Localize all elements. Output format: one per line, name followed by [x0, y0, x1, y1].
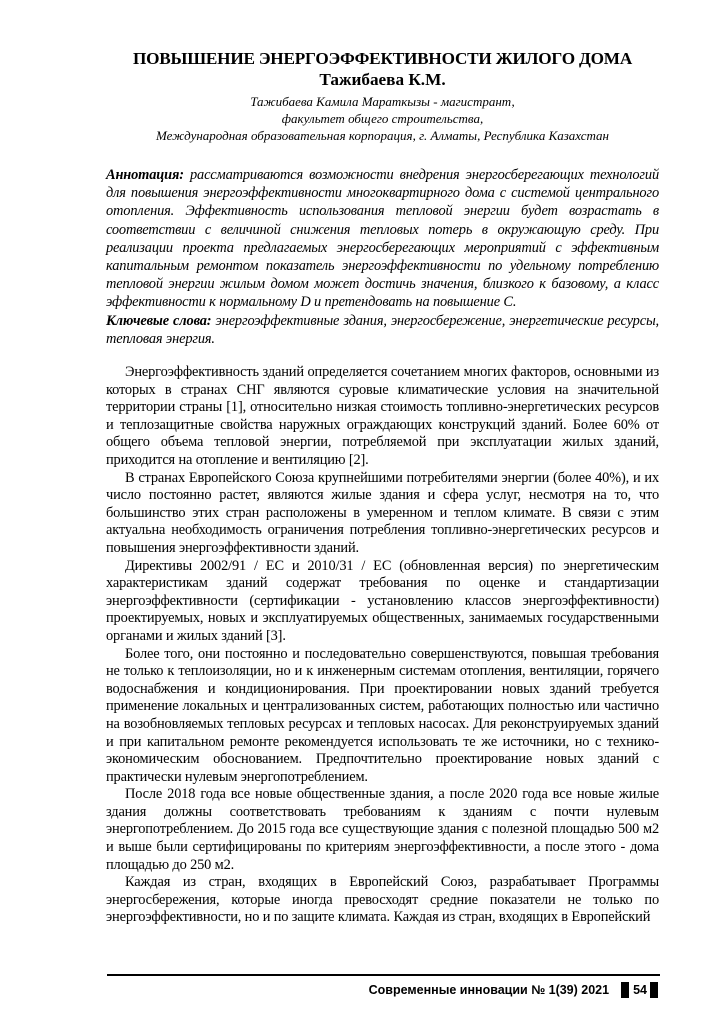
author-affiliation	[106, 93, 659, 144]
article-title: ПОВЫШЕНИЕ ЭНЕРГОЭФФЕКТИВНОСТИ ЖИЛОГО ДОМА	[132, 49, 633, 68]
page-marker-right	[650, 982, 658, 998]
abstract-block	[106, 166, 659, 348]
abstract-text: рассматриваются возможности внедрения энергосберегающих технологий для повышения энергоэффективности многоквартирного дома с системой центрального отопления. Эффективность использования тепловой энергии будет возрастать в соответствии с величиной снижения тепловых потерь в окружающую среду. При реализации проекта предлагаемых энергосберегающих мероприятий с эффективным капитальным ремонтом показатель энергоэффективности по удельному потреблению тепловой энергии жилым домом может достичь значения, близкого к базовому, а класс эффективности к нормальному D и претендовать на повышение C.	[106, 167, 659, 311]
article-body	[106, 364, 659, 927]
page-marker-left	[621, 982, 629, 998]
body-paragraph: Каждая из стран, входящих в Европейский Союз, разрабатывает Программы энергосбережения, которые иногда превосходят средние показатели не только по энергоэффективности, но и по защите климата. Каждая из стран, входящих в Европейский	[106, 874, 659, 926]
affiliation-line: факультет общего строительства,	[281, 111, 484, 126]
page-footer	[369, 982, 658, 998]
affiliation-line: Тажибаева Камила Мараткызы - магистрант,	[250, 94, 515, 109]
article-page	[106, 48, 659, 927]
body-paragraph: Более того, они постоянно и последовательно совершенствуются, повышая требования не только к теплоизоляции, но и к инженерным системам отопления, вентиляции, горячего водоснабжения и кондиционирования. При проектировании новых зданий требуется применение локальных и централизованных систем, работающих полностью или частично на возобновляемых тепловых ресурсах и тепловых насосах. Для реконструируемых зданий и при капитальном ремонте рекомендуется использовать те же источники, но с технико-экономическим обоснованием. Предпочтительно проектирование новых зданий с практически нулевым энергопотреблением.	[106, 645, 659, 785]
abstract	[106, 166, 659, 312]
body-paragraph: В странах Европейского Союза крупнейшими потребителями энергии (более 40%), и их число постоянно растет, являются жилые здания и сфера услуг, несмотря на то, что большинство этих стран расположены в умеренном и теплом климате. В связи с этим актуальна необходимость ограничения потребления топливно-энергетических ресурсов и повышения энергоэффективности зданий.	[106, 469, 659, 556]
body-paragraph: Директивы 2002/91 / ЕС и 2010/31 / ЕС (обновленная версия) по энергетическим характеристикам зданий содержат требования по оценке и стандартизации энергоэффективности (сертификации - установлению классов энергоэффективности) проектируемых, новых и эксплуатируемых общественных, занимаемых государственными органами и жилых зданий [3].	[106, 557, 659, 644]
keywords-label: Ключевые слова:	[106, 312, 212, 329]
page-number: 54	[633, 983, 647, 997]
body-paragraph: После 2018 года все новые общественные здания, а после 2020 года все новые жилые здания должны соответствовать требованиям к зданиям с почти нулевым энергопотреблением. До 2015 года все существующие здания с полезной площадью 500 м2 и выше были сертифицированы по критериям энергоэффективности, а после этого - дома площадью до 250 м2.	[106, 786, 659, 873]
footer-divider	[107, 974, 660, 976]
article-author: Тажибаева К.М.	[319, 70, 446, 89]
body-paragraph: Энергоэффективность зданий определяется сочетанием многих факторов, основными из которых в странах СНГ являются суровые климатические условия на значительной территории страны [1], относительно низкая стоимость топливно-энергетических ресурсов и теплозащитные свойства наружных ограждающих конструкций зданий. Более 60% от общего объема тепловой энергии, потребляемой при эксплуатации жилых зданий, приходится на отопление и вентиляцию [2].	[106, 364, 659, 468]
abstract-label: Аннотация:	[106, 167, 184, 183]
affiliation-line: Международная образовательная корпорация, г. Алматы, Республика Казахстан	[156, 128, 609, 143]
keywords-text: энергоэффективные здания, энергосбережение, энергетические ресурсы, тепловая энергия.	[106, 312, 659, 347]
keywords	[106, 312, 659, 348]
journal-name: Современные инновации № 1(39) 2021	[368, 983, 610, 997]
